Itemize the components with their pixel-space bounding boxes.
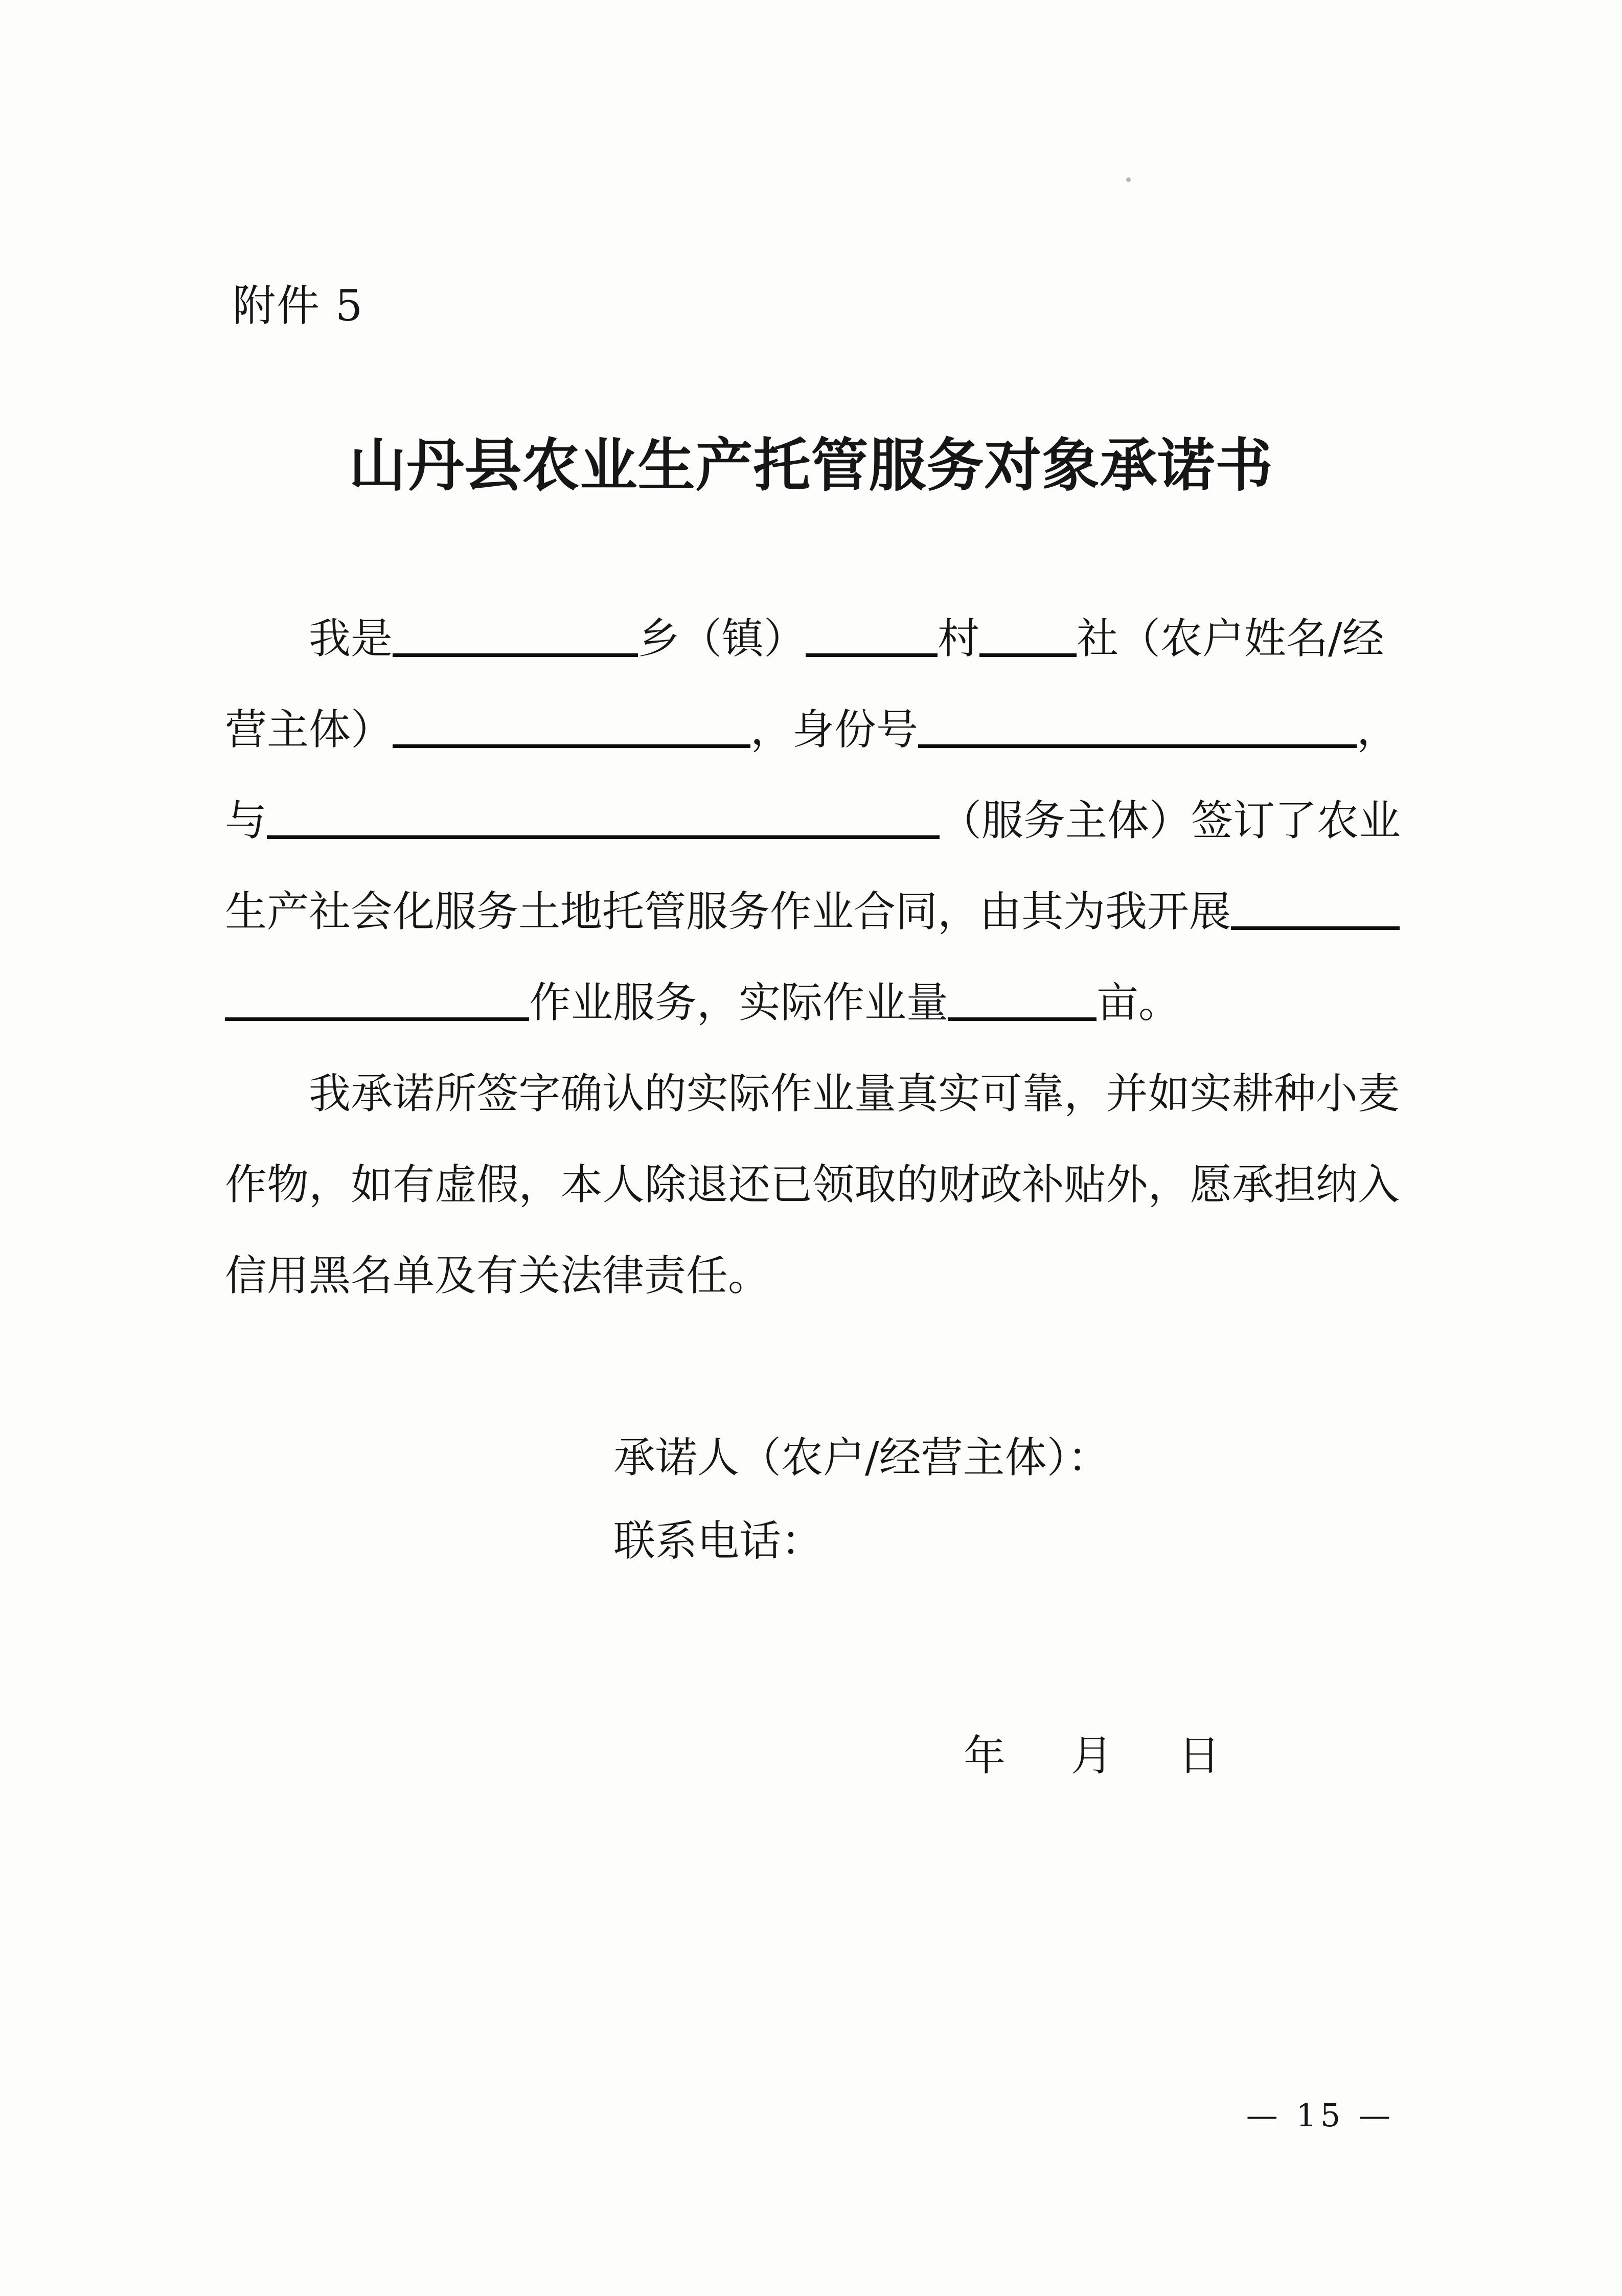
date-line — [964, 1731, 1220, 1782]
paragraph-2 — [225, 1049, 1400, 1322]
paragraph-1-line-3 — [225, 776, 1400, 867]
document-title: 山丹县农业生产托管服务对象承诺书 — [349, 433, 1273, 499]
scan-artifact-dot — [1126, 177, 1131, 182]
village-blank — [806, 624, 938, 657]
attachment-label: 附件 5 — [233, 281, 364, 331]
promisor-label: 承诺人（农户/经营主体）： — [613, 1434, 1110, 1482]
text-run: 我是 — [309, 615, 393, 663]
text-run: ，身份号 — [750, 706, 919, 754]
text-run: 村 — [938, 615, 980, 663]
farmer-or-entity-name-blank — [393, 715, 750, 748]
service-type-blank-part2 — [225, 988, 529, 1021]
date-year-label: 年 — [964, 1732, 1006, 1780]
paragraph-2-line-3: 信用黑名单及有关法律责任。 — [225, 1252, 770, 1300]
text-run: （服务主体）签订了农业 — [940, 797, 1401, 845]
paragraph-1-line-1 — [225, 594, 1400, 685]
service-provider-blank — [267, 806, 940, 839]
text-run: 作业服务，实际作业量 — [529, 979, 949, 1027]
text-run: 生产社会化服务土地托管服务作业合同，由其为我开展 — [225, 888, 1231, 936]
text-run: 营主体） — [225, 706, 393, 754]
text-run: ， — [1357, 706, 1399, 754]
work-area-mu-blank — [948, 988, 1096, 1021]
page-number: — 15 — — [1246, 2097, 1395, 2134]
township-blank — [393, 624, 638, 657]
paragraph-2-line-1: 我承诺所签字确认的实际作业量真实可靠，并如实耕种小麦 — [309, 1070, 1400, 1118]
paragraph-1-line-5 — [225, 958, 1400, 1049]
paragraph-2-line-2: 作物，如有虚假，本人除退还已领取的财政补贴外，愿承担纳入 — [225, 1161, 1400, 1209]
text-run: 与 — [225, 797, 267, 845]
paragraph-1 — [225, 594, 1400, 1049]
community-group-blank — [979, 624, 1077, 657]
id-number-blank — [918, 715, 1357, 748]
date-month-label: 月 — [1071, 1732, 1113, 1780]
text-run: 社（农户姓名/经 — [1077, 615, 1384, 663]
service-type-blank-part1 — [1231, 897, 1400, 930]
paragraph-1-line-2 — [225, 685, 1400, 776]
paragraph-1-line-4 — [225, 867, 1400, 958]
document-body — [225, 594, 1400, 1322]
text-run: 乡（镇） — [638, 615, 806, 663]
text-run: 亩。 — [1096, 979, 1181, 1027]
phone-label: 联系电话： — [613, 1517, 824, 1565]
date-day-label: 日 — [1178, 1732, 1221, 1780]
